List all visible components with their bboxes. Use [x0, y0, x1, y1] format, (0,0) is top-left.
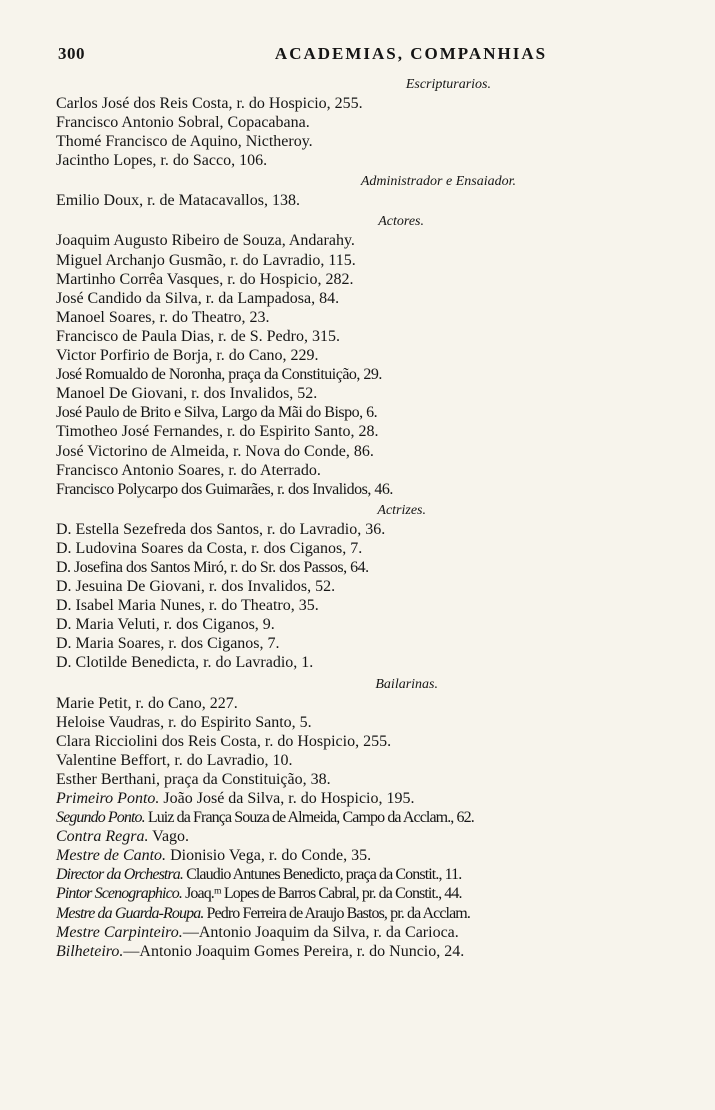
entry-line: José Romualdo de Noronha, praça da Constituição, 29. [56, 366, 382, 384]
section-heading-actrizes: Actrizes. [377, 502, 426, 518]
page-header [58, 44, 664, 68]
running-title: ACADEMIAS, COMPANHIAS [274, 44, 548, 63]
entry-line: José Paulo de Brito e Silva, Largo da Mãi do Bispo, 6. [56, 404, 378, 422]
staff-role: Contra Regra. [56, 828, 149, 846]
entry-line: Thomé Francisco de Aquino, Nictheroy. [56, 133, 313, 151]
staff-text: Dionisio Vega, r. do Conde, 35. [166, 847, 372, 865]
page-number: 300 [58, 44, 85, 63]
section-heading-bailarinas: Bailarinas. [375, 676, 438, 692]
staff-role: Mestre Carpinteiro. [56, 923, 183, 941]
entry-line: Valentine Beffort, r. do Lavradio, 10. [56, 751, 293, 769]
staff-text: João José da Silva, r. do Hospicio, 195. [159, 790, 415, 807]
section-heading-administrador: Administrador e Ensaiador. [360, 174, 516, 190]
staff-line [56, 808, 666, 827]
entry-line: Francisco Antonio Soares, r. do Aterrado. [56, 461, 321, 479]
entry-line: Marie Petit, r. do Cano, 227. [56, 694, 238, 712]
entry-line: D. Jesuina De Giovani, r. dos Invalidos, 52. [56, 578, 336, 596]
staff-line [56, 923, 666, 942]
staff-text: —Antonio Joaquim da Silva, r. da Carioca. [182, 923, 459, 941]
entry-line: José Victorino de Almeida, r. Nova do Conde, 86. [56, 442, 374, 460]
entry-line: Manoel Soares, r. do Theatro, 23. [56, 308, 270, 326]
entry-line: Emilio Doux, r. de Matacavallos, 138. [56, 192, 300, 210]
section-heading-actores: Actores. [378, 214, 424, 230]
entry-line: Timotheo José Fernandes, r. do Espirito Santo, 28. [56, 423, 379, 441]
entry-line: José Candido da Silva, r. da Lampadosa, 84. [56, 289, 340, 307]
staff-text: Pedro Ferreira de Araujo Bastos, pr. da Acclam. [203, 904, 470, 922]
entry-line: D. Isabel Maria Nunes, r. do Theatro, 35. [56, 597, 319, 615]
staff-role: Segundo Ponto. [56, 809, 145, 827]
entry-line: Carlos José dos Reis Costa, r. do Hospicio, 255. [56, 95, 363, 112]
entry-line: Manoel De Giovani, r. dos Invalidos, 52. [56, 385, 318, 403]
entry-line: D. Clotilde Benedicta, r. do Lavradio, 1. [56, 654, 314, 672]
staff-role: Primeiro Ponto. [56, 790, 160, 807]
entry-line: Francisco de Paula Dias, r. de S. Pedro, 315. [56, 327, 340, 345]
entry-line: D. Ludovina Soares da Costa, r. dos Ciganos, 7. [56, 539, 363, 557]
entry-line: D. Maria Veluti, r. dos Ciganos, 9. [56, 616, 275, 634]
staff-role: Mestre de Canto. [56, 847, 167, 865]
entry-line: Martinho Corrêa Vasques, r. do Hospicio, 282. [56, 270, 354, 288]
staff-line [56, 789, 666, 808]
staff-role: Director da Orchestra. [56, 866, 183, 884]
entry-line: Heloise Vaudras, r. do Espirito Santo, 5. [56, 713, 312, 731]
entry-line: Francisco Polycarpo dos Guimarães, r. dos Invalidos, 46. [56, 480, 393, 498]
staff-role: Pintor Scenographico. [56, 885, 182, 903]
staff-line [56, 904, 666, 923]
staff-line [56, 865, 666, 884]
entry-line: Esther Berthani, praça da Constituição, 38. [56, 770, 331, 788]
staff-role: Bilheteiro. [56, 942, 124, 960]
entry-line: Francisco Antonio Sobral, Copacabana. [56, 114, 310, 132]
entry-line: D. Josefina dos Santos Miró, r. do Sr. dos Passos, 64. [56, 558, 369, 576]
staff-text: Vago. [148, 828, 190, 846]
page-body [56, 73, 666, 961]
staff-line [56, 827, 666, 846]
staff-text: Joaq.ᵐ Lopes de Barros Cabral, pr. da Constit., 44. [181, 885, 462, 903]
staff-text: Luiz da França Souza de Almeida, Campo da Acclam., 62. [144, 809, 474, 827]
staff-text: —Antonio Joaquim Gomes Pereira, r. do Nuncio, 24. [123, 942, 465, 960]
section-heading-escripturarios: Escripturarios. [405, 77, 491, 92]
staff-text: Claudio Antunes Benedicto, praça da Constit., 11. [183, 866, 462, 884]
staff-line [56, 942, 666, 961]
entry-line: Miguel Archanjo Gusmão, r. do Lavradio, 115. [56, 251, 356, 269]
entry-line: Victor Porfirio de Borja, r. do Cano, 229. [56, 347, 319, 365]
entry-line: D. Maria Soares, r. dos Ciganos, 7. [56, 635, 280, 653]
staff-line [56, 884, 666, 903]
staff-role: Mestre da Guarda-Roupa. [56, 904, 204, 922]
entry-line: Clara Ricciolini dos Reis Costa, r. do Hospicio, 255. [56, 732, 392, 750]
entry-line: Jacintho Lopes, r. do Sacco, 106. [56, 152, 268, 170]
staff-line [56, 846, 666, 865]
entry-line: Joaquim Augusto Ribeiro de Souza, Andarahy. [56, 232, 355, 250]
entry-line: D. Estella Sezefreda dos Santos, r. do Lavradio, 36. [56, 520, 386, 538]
